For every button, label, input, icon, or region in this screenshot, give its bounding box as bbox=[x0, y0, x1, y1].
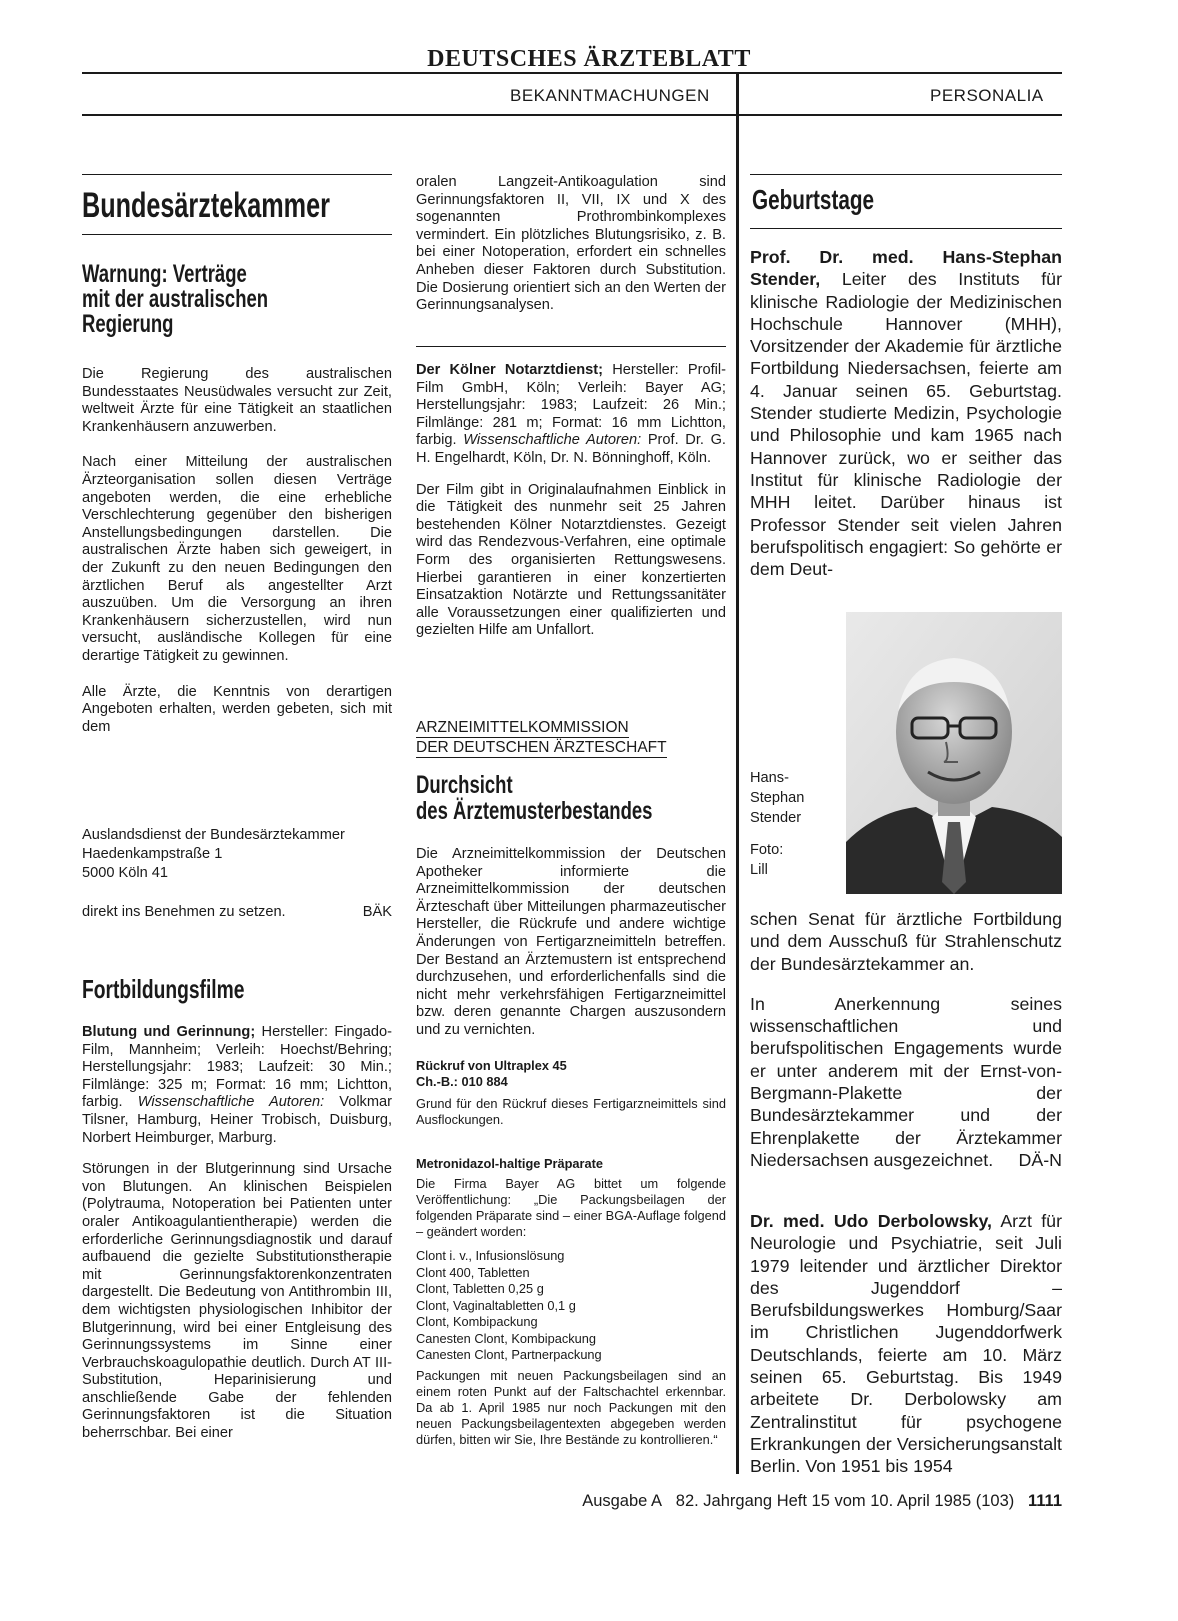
paragraph: Der Film gibt in Originalaufnahmen Einblick in die Tätigkeit des nunmehr seit 25 Jahren bestehenden Kölner Notarztdienstes. Gezeigt wird das Rendezvous-Verfahren, eine optimale Form des organisierten Rettungswesens. Hierbei garantieren in einer konzertierten Einsatzaktion Notärzte und Rettungssanitäter alle Voraussetzungen einer qualifizierten und gezielten Hilfe am Unfallort. bbox=[416, 481, 726, 639]
section-label-personalia: PERSONALIA bbox=[930, 86, 1044, 105]
col1-title-rule bbox=[82, 234, 392, 235]
paragraph: Arzt für Neurologie und Psychiatrie, seit Juli 1979 leitender und ärztlicher Direktor des Jugenddorf – Berufsbildungswerkes Homburg/Saar im Christlichen Jugenddorfwerk Deutschlands, feierte am 10. März seinen 65. Geburtstag. Bis 1949 arbeitete Dr. Derbolowsky am Zentralinstitut für psychogene Erkrankungen der Versicherungsanstalt Berlin. Von 1951 bis 1954 bbox=[750, 1211, 1062, 1477]
muster-title-line: Durchsicht bbox=[416, 771, 513, 799]
akdae-label bbox=[416, 718, 667, 758]
films-title: Fortbildungsfilme bbox=[82, 974, 245, 1004]
address-block bbox=[82, 826, 345, 883]
list-item: Clont i. v., Infusionslösung bbox=[416, 1248, 565, 1263]
col2-top bbox=[416, 174, 726, 329]
paragraph: oralen Langzeit-Antikoagulation sind Gerinnungsfaktoren II, VII, IX und X des sogenannten Prothrombinkomplexes vermindert. Ein plötzliches Blutungsrisiko, z. B. bei einer Notoperation, erfordert ein schnelles Anheben dieser Faktoren durch Substitution. Die Dosierung orientiert sich an den Werten der Gerinnungsanalysen. bbox=[416, 174, 726, 314]
photo-caption bbox=[750, 768, 804, 880]
paragraph: direkt ins Benehmen zu setzen. bbox=[82, 904, 286, 920]
recall-title: Rückruf von Ultraplex 45 bbox=[416, 1058, 567, 1073]
list-item: Canesten Clont, Partnerpackung bbox=[416, 1347, 602, 1362]
metro-list bbox=[416, 1248, 726, 1364]
metro-text: Die Firma Bayer AG bittet um folgende Veröffentlichung: „Die Packungsbeilagen der folgenden Präparate sind – einer BGA-Auflage folgend – geändert worden: bbox=[416, 1176, 726, 1239]
warning-title-line: mit der australischen bbox=[82, 285, 269, 313]
film-authors-label: Wissenschaftliche Autoren: bbox=[463, 432, 642, 449]
list-item: Clont, Kombipackung bbox=[416, 1314, 538, 1329]
caption-line: Stephan bbox=[750, 790, 805, 806]
film-title: Blutung und Gerinnung; bbox=[82, 1024, 256, 1040]
caption-line: Stender bbox=[750, 810, 802, 826]
recall-heading bbox=[416, 1058, 567, 1090]
film-title: Der Kölner Notarztdienst; bbox=[416, 362, 604, 378]
film1-block bbox=[82, 1024, 392, 1457]
paragraph: schen Senat für ärztliche Fortbildung und dem Ausschuß für Strahlenschutz der Bundesärztekammer an. bbox=[750, 909, 1062, 974]
contact-sentence bbox=[82, 904, 392, 922]
recall-text: Grund für den Rückruf dieses Fertigarzneimittels sind Ausflockungen. bbox=[416, 1096, 726, 1127]
film-entry bbox=[416, 362, 726, 468]
muster-body bbox=[416, 846, 726, 1054]
portrait-photo bbox=[846, 612, 1062, 894]
paragraph: Störungen in der Blutgerinnung sind Ursache von Blutungen. An klinischen Beispielen (Polytrauma, Notoperation bei Patienten unter oraler Antikoagulantientherapie) werden die erforderliche Gerinnungsdiagnostik und darauf aufbauend die gezielte Substitutionstherapie mit Gerinnungsfaktorenkonzentraten dargestellt. Die Bedeutung von Antithrombin III, dem wichtigsten physiologischen Inhibitor der Blutgerinnung, wird bei einer Entgleisung des Gerinnungssystems im Sinne einer Verbrauchskoagulopathie deutlich. Durch AT III-Substitution, Heparinisierung und anschließende Gabe der fehlenden Gerinnungsfaktoren ist die Situation beherrschbar. Bei einer bbox=[82, 1161, 392, 1442]
column-divider bbox=[736, 72, 739, 1474]
film-authors-label: Wissenschaftliche Autoren: bbox=[137, 1094, 325, 1111]
warning-headline bbox=[82, 262, 333, 337]
list-item: Canesten Clont, Kombipackung bbox=[416, 1330, 596, 1346]
caption-line: Hans- bbox=[750, 770, 789, 786]
paragraph: Die Arzneimittelkommission der Deutschen Apotheker informierte die Arzneimittelkommission der deutschen Ärzteschaft über Mitteilungen pharmazeutischer Hersteller, die Rückrufe und andere wichtige Änderungen von Fertigarzneimitteln betreffen. Der Bestand an Ärztemustern ist entsprechend durchzusehen, und erforderlichenfalls sind die nicht mehr verkehrsfähigen Fertigarzneimittel bzw. deren genannte Chargen auszusondern und zu vernichten. bbox=[416, 846, 726, 1038]
film-authors: Prof. Dr. G. H. Engelhardt, Köln, Dr. N. Bönninghoff, Köln. bbox=[416, 432, 726, 466]
warning-title-line: Warnung: Verträge bbox=[82, 260, 247, 288]
signature: BÄK bbox=[362, 904, 392, 920]
address-line: Haedenkampstraße 1 bbox=[82, 846, 223, 862]
org-title: Bundesärztekammer bbox=[82, 186, 330, 225]
col2-rule bbox=[416, 346, 726, 347]
address-line: 5000 Köln 41 bbox=[82, 865, 169, 881]
col3-top-rule bbox=[750, 174, 1062, 175]
film-authors: Volkmar Tilsner, Hamburg, Heiner Trobisch, Duisburg, Norbert Heimburger, Marburg. bbox=[82, 1094, 392, 1146]
paragraph: Nach einer Mitteilung der australischen Ärzteorganisation sollen diesen Verträge angeboten werden, die eine erhebliche Verschlechterung gegenüber den bisherigen Anstellungsbedingungen darstellen. Die australischen Ärzte haben sich geweigert, in der Zukunft zu den neuen Bedingungen den ärztlichen Beruf als angestellter Arzt auszuüben. Um die Versorgung an ihren Krankenhäusern sicherzustellen, wird nun versucht, ausländische Kollegen für eine derartige Tätigkeit zu gewinnen. bbox=[82, 454, 392, 664]
birthdays-title: Geburtstage bbox=[752, 184, 875, 215]
col1-body bbox=[82, 366, 392, 750]
paragraph: Alle Ärzte, die Kenntnis von derartigen Angeboten erhalten, werden gebeten, sich mit dem bbox=[82, 683, 392, 735]
section-label-bekanntmachungen: BEKANNTMACHUNGEN bbox=[510, 86, 710, 105]
masthead: DEUTSCHES ÄRZTEBLATT bbox=[427, 46, 751, 72]
page-footer bbox=[500, 1492, 1062, 1511]
film-entry bbox=[82, 1024, 392, 1147]
paragraph-text: In Anerkennung seines wissenschaftlichen und berufspolitischen Engagements wurde er unter anderem mit der Ernst-von-Bergmann-Plakette der Bundesärztekammer und der Ehrenplakette der Ärztekammer Niedersachsen ausgezeichnet. bbox=[750, 993, 1062, 1170]
col1-top-rule bbox=[82, 174, 392, 175]
list-item: Clont, Tabletten 0,25 g bbox=[416, 1281, 544, 1296]
akdae-label-line: ARZNEIMITTELKOMMISSION bbox=[416, 719, 629, 736]
photo-credit-line: Foto: bbox=[750, 842, 784, 858]
address-line: Auslandsdienst der Bundesärztekammer bbox=[82, 827, 345, 843]
film2-block bbox=[416, 362, 726, 654]
page-number: 1111 bbox=[1028, 1492, 1062, 1510]
paragraph: Die Regierung des australischen Bundesstaates Neusüdwales versucht zur Zeit, weltweit Ärzte für eine Tätigkeit an staatlichen Krankenhäusern anzuwerben. bbox=[82, 366, 392, 435]
metro-text-2: Packungen mit neuen Packungsbeilagen sind an einem roten Punkt auf der Faltschachtel erkennbar. Da ab 1. April 1985 nur noch Packungen mit den neuen Packungsbeilagentexten abgegeben werden dürfen, bitten wir Sie, Ihre Bestände zu kontrollieren.“ bbox=[416, 1368, 726, 1447]
signature: DÄ-N bbox=[1018, 1149, 1062, 1170]
col3-title-rule bbox=[750, 228, 1062, 229]
portrait-image bbox=[846, 612, 1062, 894]
recall-batch: Ch.-B.: 010 884 bbox=[416, 1074, 508, 1089]
stender-continued bbox=[750, 908, 1062, 1185]
footer-edition: Ausgabe A bbox=[582, 1492, 663, 1510]
film-meta: Hersteller: Profil-Film GmbH, Köln; Verleih: Bayer AG; Herstellungsjahr: 1983; Laufzeit: 26 Min.; Filmlänge: 281 m; Format: 16 mm Lichtton, farbig. bbox=[416, 362, 727, 449]
muster-title-line: des Ärztemusterbestandes bbox=[416, 797, 653, 825]
list-item: Clont, Vaginaltabletten 0,1 g bbox=[416, 1297, 576, 1313]
footer-issue: 82. Jahrgang Heft 15 vom 10. April 1985 (103) bbox=[675, 1492, 1015, 1510]
metro-title: Metronidazol-haltige Präparate bbox=[416, 1156, 604, 1171]
akdae-label-line: DER DEUTSCHEN ÄRZTESCHAFT bbox=[416, 739, 667, 756]
paragraph bbox=[750, 993, 1062, 1171]
person-name: Prof. Dr. med. Hans-Stephan Stender, bbox=[750, 247, 1062, 290]
film-meta: Hersteller: Fingado-Film, Mannheim; Verleih: Hoechst/Behring; Herstellungsjahr: 1983; Laufzeit: 30 Min.; Filmlänge: 325 m; Format: 16 mm; Lichtton, farbig. bbox=[82, 1024, 392, 1111]
header-bottom-rule bbox=[82, 114, 1062, 116]
person-name: Dr. med. Udo Derbolowsky, bbox=[750, 1211, 992, 1231]
paragraph: Leiter des Instituts für klinische Radiologie der Medizinischen Hochschule Hannover (MHH), Vorsitzender der Akademie für ärztliche Fortbildung Niedersachsen, feierte am 4. Januar seinen 65. Geburtstag. Stender studierte Medizin, Psychologie und Philosophie und kam 1965 nach Hannover zurück, wo er seither das Institut für klinische Radiologie der MHH leitet. Darüber hinaus ist Professor Stender seit vielen Jahren berufspolitisch engagiert: So gehörte er dem Deut- bbox=[750, 269, 1062, 580]
stender-block bbox=[750, 246, 1062, 580]
photo-credit-line: Lill bbox=[750, 862, 768, 878]
derbolowsky-block bbox=[750, 1210, 1062, 1478]
muster-headline bbox=[416, 772, 736, 824]
warning-title-line: Regierung bbox=[82, 310, 174, 338]
list-item: Clont 400, Tabletten bbox=[416, 1264, 530, 1280]
masthead-rule bbox=[82, 72, 1062, 74]
